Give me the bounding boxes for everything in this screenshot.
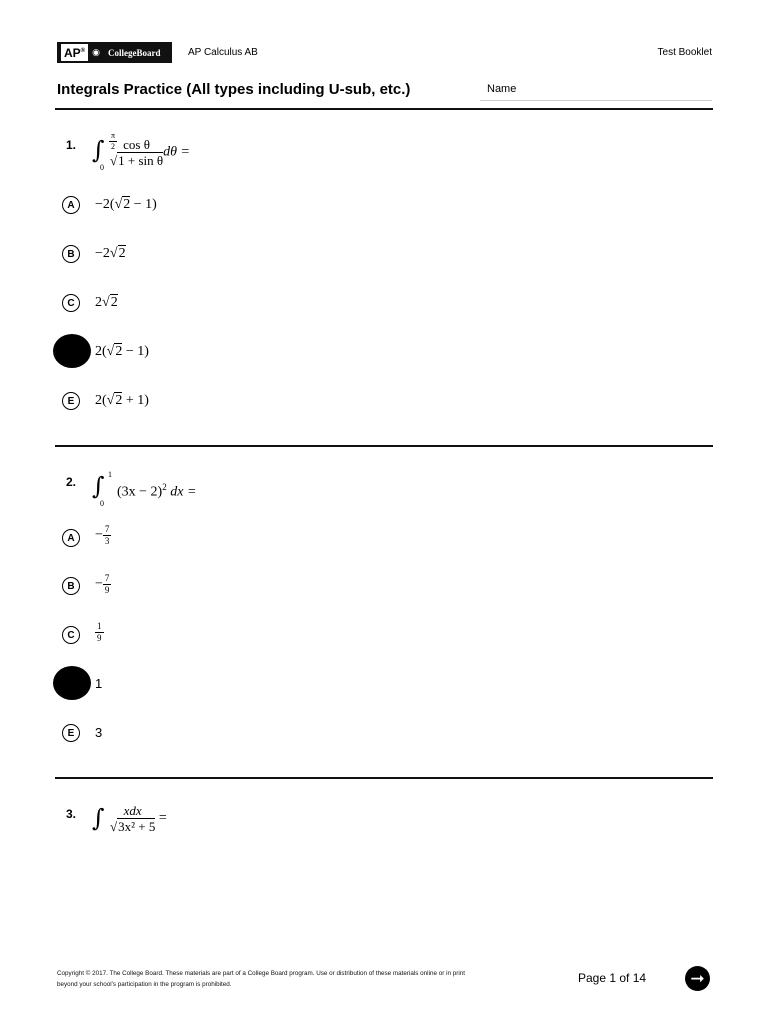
choice-e-text: 2(√2 + 1) (95, 393, 149, 408)
choice-b-text: −2√2 (95, 246, 126, 261)
acorn-icon: ◉ (92, 47, 100, 57)
choice-e[interactable]: E (62, 724, 80, 742)
ap-collegeboard-logo (57, 42, 172, 63)
choice-b-text: − $\frac{7}{9}$ (95, 573, 110, 595)
page-title: Integrals Practice (All types including U-sub, etc.) (57, 81, 411, 98)
header-divider (55, 108, 713, 110)
choice-e[interactable]: E (62, 392, 80, 410)
page-indicator: Page 1 of 14 (578, 971, 647, 985)
question-number: 2. (66, 475, 77, 489)
choice-c-text: $\frac{1}{9}$ (97, 621, 102, 643)
choice-a-text: −2(√2 − 1) (95, 197, 157, 212)
booklet-label: Test Booklet (657, 47, 712, 58)
arrow-right-icon: ➞ (690, 968, 705, 988)
choice-d-selected[interactable] (53, 666, 91, 700)
question-number: 1. (66, 138, 77, 152)
choice-a[interactable]: A (62, 529, 80, 547)
choice-c[interactable]: C (62, 626, 80, 644)
choice-a-text: − $\frac{7}{3}$ (95, 524, 110, 546)
choice-a[interactable]: A (62, 196, 80, 214)
collegeboard-logo-text: CollegeBoard (107, 47, 161, 58)
choice-c[interactable]: C (62, 294, 80, 312)
choice-d-text: 2(√2 − 1) (95, 344, 149, 359)
next-page-button[interactable] (685, 966, 710, 991)
choice-b[interactable]: B (62, 245, 80, 263)
question-divider (55, 445, 713, 447)
choice-d-text: 1 (95, 676, 103, 691)
course-name: AP Calculus AB (188, 47, 258, 58)
question-number: 3. (66, 807, 77, 821)
choice-b[interactable]: B (62, 577, 80, 595)
question-1-stem: ∫ $\frac{\pi}{2}$ 0 $\frac{\text{cos θ}}{\text{√1 + sin θ}}$ dθ = (92, 131, 190, 172)
question-divider (55, 777, 713, 779)
copyright-notice: Copyright © 2017. The College Board. These materials are part of a College Board program. Use or distribution of these materials online or in print beyond your school’s participation in the program is prohibited. (57, 970, 465, 988)
name-field[interactable] (480, 100, 712, 101)
ap-logo: AP® (61, 44, 88, 61)
question-2-stem: ∫ 1 0 $(3x - 2)^2$ dx = (92, 470, 197, 508)
choice-c-text: 2√2 (95, 295, 118, 310)
choice-e-text: 3 (95, 725, 103, 740)
question-3-stem: ∫ $\frac{\text{xdx}}{\text{√3x² + 5}}$ = (92, 803, 167, 834)
name-field-label: Name (487, 83, 517, 95)
choice-d-selected[interactable] (53, 334, 91, 368)
